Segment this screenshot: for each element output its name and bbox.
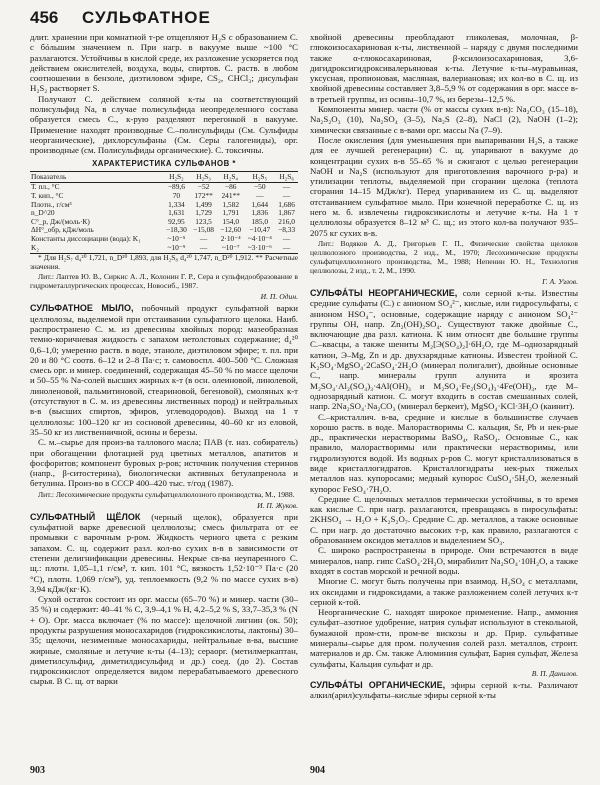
running-head: СУЛЬФАТНОЕ	[82, 8, 211, 27]
table-header: H₂S₄	[217, 171, 244, 183]
entry-headword: СУЛЬФАТНЫЙ ЩЁЛОК	[30, 511, 141, 522]
table-cell: 1,644	[251, 199, 269, 209]
table-cell: ΔH°_обр, кДж/моль	[31, 225, 94, 235]
table-cell: 172**	[194, 191, 213, 201]
table-title: ХАРАКТЕРИСТИКА СУЛЬФАНОВ *	[92, 158, 236, 168]
entry-text: побочный продукт сульфатной варки целлюлозы, выделяемой при отстаивании сульфатного щелока. Наиб. распространено С. м. из древесины хвойных пород: мазеобразная темно-коричневая жидкость с запахом нетолстовых содержание; d₄²⁰ 0,6–1,0; умеренно раств. в воде, этаноле, диэтиловом эфире; т. пл. при 20 и 80 °С соотв. 6–12 и 2–8 Па·с; т. самовоспл. 400–500 °С. Сложная смесь орг. и минер. соединений, содержащая 45–50 % по массе щелочи и 50–55 % Na-солей высших жирных к-т (в осн. олеиновой, линолевой, линоленовой, пальмитиновой, стеариновой, бегеновой), смоляных к-т (отсутствуют в С. м. из древесины лиственных пород) и нейтральных в-в (высших спиртов, эфиров, углеводородов). Выход на 1 т целлюлозы: 100–120 кг из сосновой древесины, 40–60 кг из еловой, 35–50 кг из лиственничной, осины и березы.	[30, 303, 298, 437]
table-cell: —	[256, 191, 264, 201]
table-header: H₂S₆	[275, 171, 298, 183]
table-cell: 70	[172, 191, 181, 201]
paragraph: Многие С. могут быть получены при взаимод. H₂SO₄ с металлами, их оксидами и гидроксидами, а также разложением солей летучих к-т серной к-той.	[310, 576, 578, 607]
entry-headword: СУЛЬФА́ТЫ НЕОРГАНИЧЕСКИЕ,	[310, 287, 458, 298]
author-signature: И. П. Один.	[260, 292, 298, 302]
table-cell: −10,47	[249, 225, 271, 235]
table-cell: n_D^20	[31, 208, 55, 218]
entry-sulfate-liquor	[30, 512, 298, 594]
entry-headword: СУЛЬФА́ТЫ ОРГАНИЧЕСКИЕ,	[310, 679, 446, 690]
table-cell: Плотн., г/см³	[31, 199, 72, 209]
table-cell: −50	[253, 182, 266, 192]
page-footer	[30, 765, 590, 779]
table-header: H₂S₃	[190, 171, 217, 183]
page-header	[30, 8, 590, 30]
table-cell: ~3·10⁻⁶	[244, 244, 275, 254]
table-cell: —	[282, 182, 291, 192]
table-cell: —	[199, 234, 208, 244]
right-column	[310, 32, 578, 754]
table-cell: −52	[197, 182, 210, 192]
table-cell: 216,0	[278, 216, 295, 226]
table-cell: ~10⁻⁷	[217, 244, 244, 254]
entry-text: эфиры серной к-ты. Различают алкил(арил)сульфаты–кислые эфиры серной к-ты	[310, 679, 578, 701]
paragraph: хвойной древесины преобладают гликолевая, молочная, β-глюкоизосахариновая к-ты, лиственной – наряду с двумя последними также α-глюкосахариновая, β-ксилоизосахариновая, 3,6-дигидроксигидроксивалерьяновая к-ты. Летучие к-ты–муравьиная, уксусная, пропионовая, масляная, валериановая; их кол-во в С. щ. из хвойной древесины составляет 3,8–5,9 % от содержания в орг. массе в-в третьей группы, из осины–10,7 %, из березы–12,5 %.	[310, 32, 578, 104]
page-number-bottom-left: 903	[30, 765, 45, 776]
table-cell: ~4·10⁻⁴	[247, 234, 272, 244]
table-cell: 92,95	[168, 216, 185, 226]
table-cell: −12,60	[220, 225, 242, 235]
entry-text: (черный щелок), образуется при сульфатной варке древесной целлюлозы; смесь фильтрата от ее промывки с варочным р-ром. Жидкость черного цвета с резким запахом. С. щ. содержит разл. кол-во сухих в-в в зависимости от степени делигнификации древесины. Некрые св-ва неупаренного С. щ.: плотн. 1,05–1,1 г/см³, т. кип. 101 °С, вязкость 1,52·10⁻³ Па·с (20 °С), плотн. 1,069 г/см³), уд. теплоемкость (9,2 % по массе сухих в-в) 3,94 кДж/(кг·К).	[30, 511, 298, 594]
literature-reference: Лит.: Лесохимические продукты сульфатцеллюлозного производства, М., 1988.	[38, 489, 295, 499]
table-cell: Константы диссоциации (вода): K₁	[31, 234, 141, 244]
entry-organic-sulfates	[310, 680, 578, 701]
table-cell: 123,5	[195, 216, 212, 226]
table-cell: 1,334	[168, 199, 185, 209]
table-cell: Т. кип., °С	[31, 191, 64, 201]
page-number-header: 456	[30, 8, 59, 27]
table-cell: −15,08	[193, 225, 214, 235]
page-number-bottom-right: 904	[310, 765, 325, 776]
table-cell: 1,631	[168, 208, 185, 218]
left-column	[30, 32, 298, 754]
table-row	[30, 244, 298, 254]
table-cell: —	[282, 234, 291, 244]
sulfanes-table	[30, 171, 298, 254]
author-signature: И. П. Жуков.	[257, 500, 298, 510]
table-cell: —	[275, 244, 298, 254]
table-cell: −89,6	[167, 182, 185, 192]
paragraph: Неорганические С. находят широкое применение. Напр., аммония сульфат–азотное удобрение, натрия сульфат используют в стекольной, бумажной пром-сти, пром-ве вискозы и др. Прир. сульфатные минералы–сырье для пром. получения солей разл. металлов, строит. материалов и др. См. также Алюминия сульфат, Бария сульфат, Железа сульфаты, Кальция сульфат и др.	[310, 607, 578, 669]
table-cell: −18,30	[166, 225, 187, 235]
table-cell: —	[282, 191, 291, 201]
paragraph: Компоненты минер. части (% от массы сухих в-в): Na₂CO₃ (15–18), Na₂S₂O₃ (10), Na₂SO₄ (3–5), Na₂S (2–8), NaCl (2), NaOH (1–2); химически связанные с в-вами орг. массы Na (7–9).	[310, 104, 578, 135]
paragraph: длит. хранении при комнатной т-ре отщепляют H₂S с образованием С. с бóльшим значением n. При нагр. в вакууме выше ~100 °С разлагаются. Устойчивы в кислой среде, их разложение ускоряется под действием окислителей, воздуха, воды, спиртов. С. раств. в любом соотношении в бензоле, диэтиловом эфире, CS₂, CHCl₃; дисульфан H₂S₂ растворяет S.	[30, 32, 298, 94]
table-cell: 154,0	[222, 216, 240, 226]
table-cell: 1,499	[195, 199, 212, 209]
table-cell: ~10⁻⁹	[163, 244, 190, 254]
paragraph: Получают С. действием соляной к-ты на соответствующий полисульфид Na, в случае полисульфида неопределенного состава образуется смесь С., к-рую разделяют перегонкой в вакууме. Применение находят производные С.–полисульфиды (См. Сульфиды неорганические), дихлорсульфаны (См. Серы галогениды), орг. производные (см. Полисульфиды органические). С. токсичны.	[30, 93, 298, 156]
table-cell: 1,836	[251, 208, 269, 218]
table-cell: −8,33	[278, 225, 296, 235]
table-cell: Т. пл., °С	[31, 182, 60, 192]
table-note: * Для H₂S₇ d₄²⁰ 1,721, n_D²⁰ 1,893, для H₂S₈ d₄²⁰ 1,747, n_D²⁰ 1,912. ** Расчетные значения.	[30, 253, 298, 271]
entry-sulfate-soap	[30, 303, 298, 437]
table-cell: 1,867	[278, 208, 295, 218]
paragraph: Сухой остаток состоит из орг. массы (65–70 %) и минер. части (30–35 %) и содержит: 40–41 % С, 3,9–4,1 % H, 4,2–5,2 % S, 33,7–35,3 % (N + O). Орг. масса включает (% по массе): щелочной лигнин (ок. 50); продукты разрушения моносахаридов (гидроксикислоты, лактоны) 30–35; щелочи, незименные моносахариды, нейтральные в-ва, высшие жирные, смоляные и летучие к-ты (4–13); сераорг. (метилмеркаптан, диметилсульфид, диметилдисульфид и др.) соед. (до 2). Состав гидроксикислот определяется видом перерабатываемого древесного сырья. В С. щ. от варки	[30, 594, 298, 687]
paragraph: Средние С. щелочных металлов термически устойчивы, в то время как кислые С. при нагр. разлагаются, превращаясь в пиросульфаты: 2KHSO₄ → H₂O + K₂S₂O₇. Средние С. др. металлов, а также основные С. при нагр. до достаточно высоких т-р, как правило, разлагаются с образованием оксидов металлов и выделением SO₃.	[310, 493, 578, 546]
entry-text: соли серной к-ты. Известны средние сульфаты (С.) с анионом SO₄²⁻, кислые, или гидросульфаты, с анионом HSO₄⁻, основные, содержащие наряду с анионом SO₄²⁻ группы OH, напр. Zn₂(OH)₂SO₄. Существуют также двойные С., включающие два разл. катиона. К ним относят две большие группы С.–квасцы, а также шениты M₂[Э(SO₄)₂]·6H₂O, где M–однозарядный катион, Э–Mg, Zn и др. двухзарядные катионы. Известен тройной С. K₂SO₄·MgSO₄·2CaSO₄·2H₂O (минерал полигалит), двойные основные С., напр. минералы групп алунита и ярозита M₂SO₄·Al₂(SO₄)₃·4Al(OH)₃ и M₂SO₄·Fe₂(SO₄)₃·4Fe(OH)₃, где M–однозарядный катион. С. могут входить в состав смешанных солей, напр. 2Na₂SO₄·Na₂CO₃ (минерал беркеит), MgSO₄·KCl·3H₂O (каинит).	[310, 287, 578, 412]
table-cell: 1,686	[278, 199, 295, 209]
paragraph: С. м.–сырье для произ-ва таллового масла; ПАВ (т. наз. собиратель) при обогащении флотацией руд цветных металлов, апатитов и фосфоритов; компонент буровых р-ров; источник получения стеринов (напр., β-ситостерина), биологически активных бетулапренола и бетулина. Произ-во в СССР 400–420 тыс. т/год (1987).	[30, 437, 298, 489]
table-cell: ~10⁻⁵	[167, 234, 186, 244]
paragraph: С. широко распространены в природе. Они встречаются в виде минералов, напр. гипс CaSO₄·2H₂O, мирабилит Na₂SO₄·10H₂O, а также входят в состав морской и речной воды.	[310, 545, 578, 576]
paragraph: С.–кристаллич. в-ва, средние и кислые в большинстве случаев хорошо раств. в воде. Малорастворимы С. кальция, Sr, Pb и нек-рые др., практически нерастворимы BaSO₄, RaSO₄. Основные С., как правило, малорастворимы или практически нерастворимы, или гидролизуются водой. Из водных р-ров С. могут кристаллизоваться в виде кристаллогидратов. Кристаллогидраты нек-рых тяжелых металлов наз. купоросами; медный купорос CuSO₄·5H₂O, железный купорос FeSO₄·7H₂O.	[310, 411, 578, 494]
table-cell: 1,582	[222, 199, 240, 209]
literature-reference: Лит.: Лаптев Ю. В., Сиркис А. Л., Колонин Г. Р., Сера и сульфидообразование в гидрометаллургических процессах, Новосиб., 1987.	[30, 272, 298, 291]
literature-reference: Лит.: Водяков А. Д., Григорьев Г. П., Физические свойства щелоков целлюлозного производства, 2 изд., М., 1970; Лесохимические продукты сульфатцеллюлозного производства, М., 1988; Непенин Ю. Н., Технология целлюлозы, 2 изд., т. 2, М., 1990.	[310, 238, 578, 275]
author-signature: Г. А. Узлов.	[542, 276, 578, 286]
table-header: H₂S₅	[244, 171, 275, 183]
table-cell: K₂	[30, 244, 163, 254]
table-cell: 1,791	[222, 208, 240, 218]
table-cell: —	[190, 244, 217, 254]
entry-inorganic-sulfates	[310, 288, 578, 412]
table-header: Показатель	[30, 171, 163, 183]
entry-headword: СУЛЬФАТНОЕ МЫЛО,	[30, 303, 134, 314]
table-cell: 1,729	[195, 208, 212, 218]
author-signature: В. П. Данилов.	[531, 668, 578, 678]
table-header: H₂S₂	[163, 171, 190, 183]
table-cell: 185,0	[251, 216, 269, 226]
paragraph: После окисления (для уменьшения при выпаривании H₂S, а также для ее лучшей регенерации) С. щ. упаривают в вакууме до концентрации сухих в-в 55–65 % и сжигают с целью регенерации NaOH и Na₂S (используют для приготовления варочного р-ра) и утилизации теплоты, выделяемой при сгорании щелока (теплота сгорания 14–15 МДж/кг). Перед упариванием из С. щ. выделяют отстаиванием сульфатное мыло. При конечной переработке С. щ. из него м. б. извлечены гидроксикислоты и летучие к-ты. На 1 т целлюлозы образуется 8–12 м³ С. щ.; из этого кол-ва получают 935–2075 кг сухих в-в.	[310, 134, 578, 238]
table-cell: 2·10⁻⁴	[220, 234, 241, 244]
table-header-row	[30, 171, 298, 183]
table-cell: 241**	[221, 191, 240, 201]
table-cell: C°_p, Дж/(моль·К)	[31, 216, 90, 226]
table-cell: −86	[224, 182, 237, 192]
